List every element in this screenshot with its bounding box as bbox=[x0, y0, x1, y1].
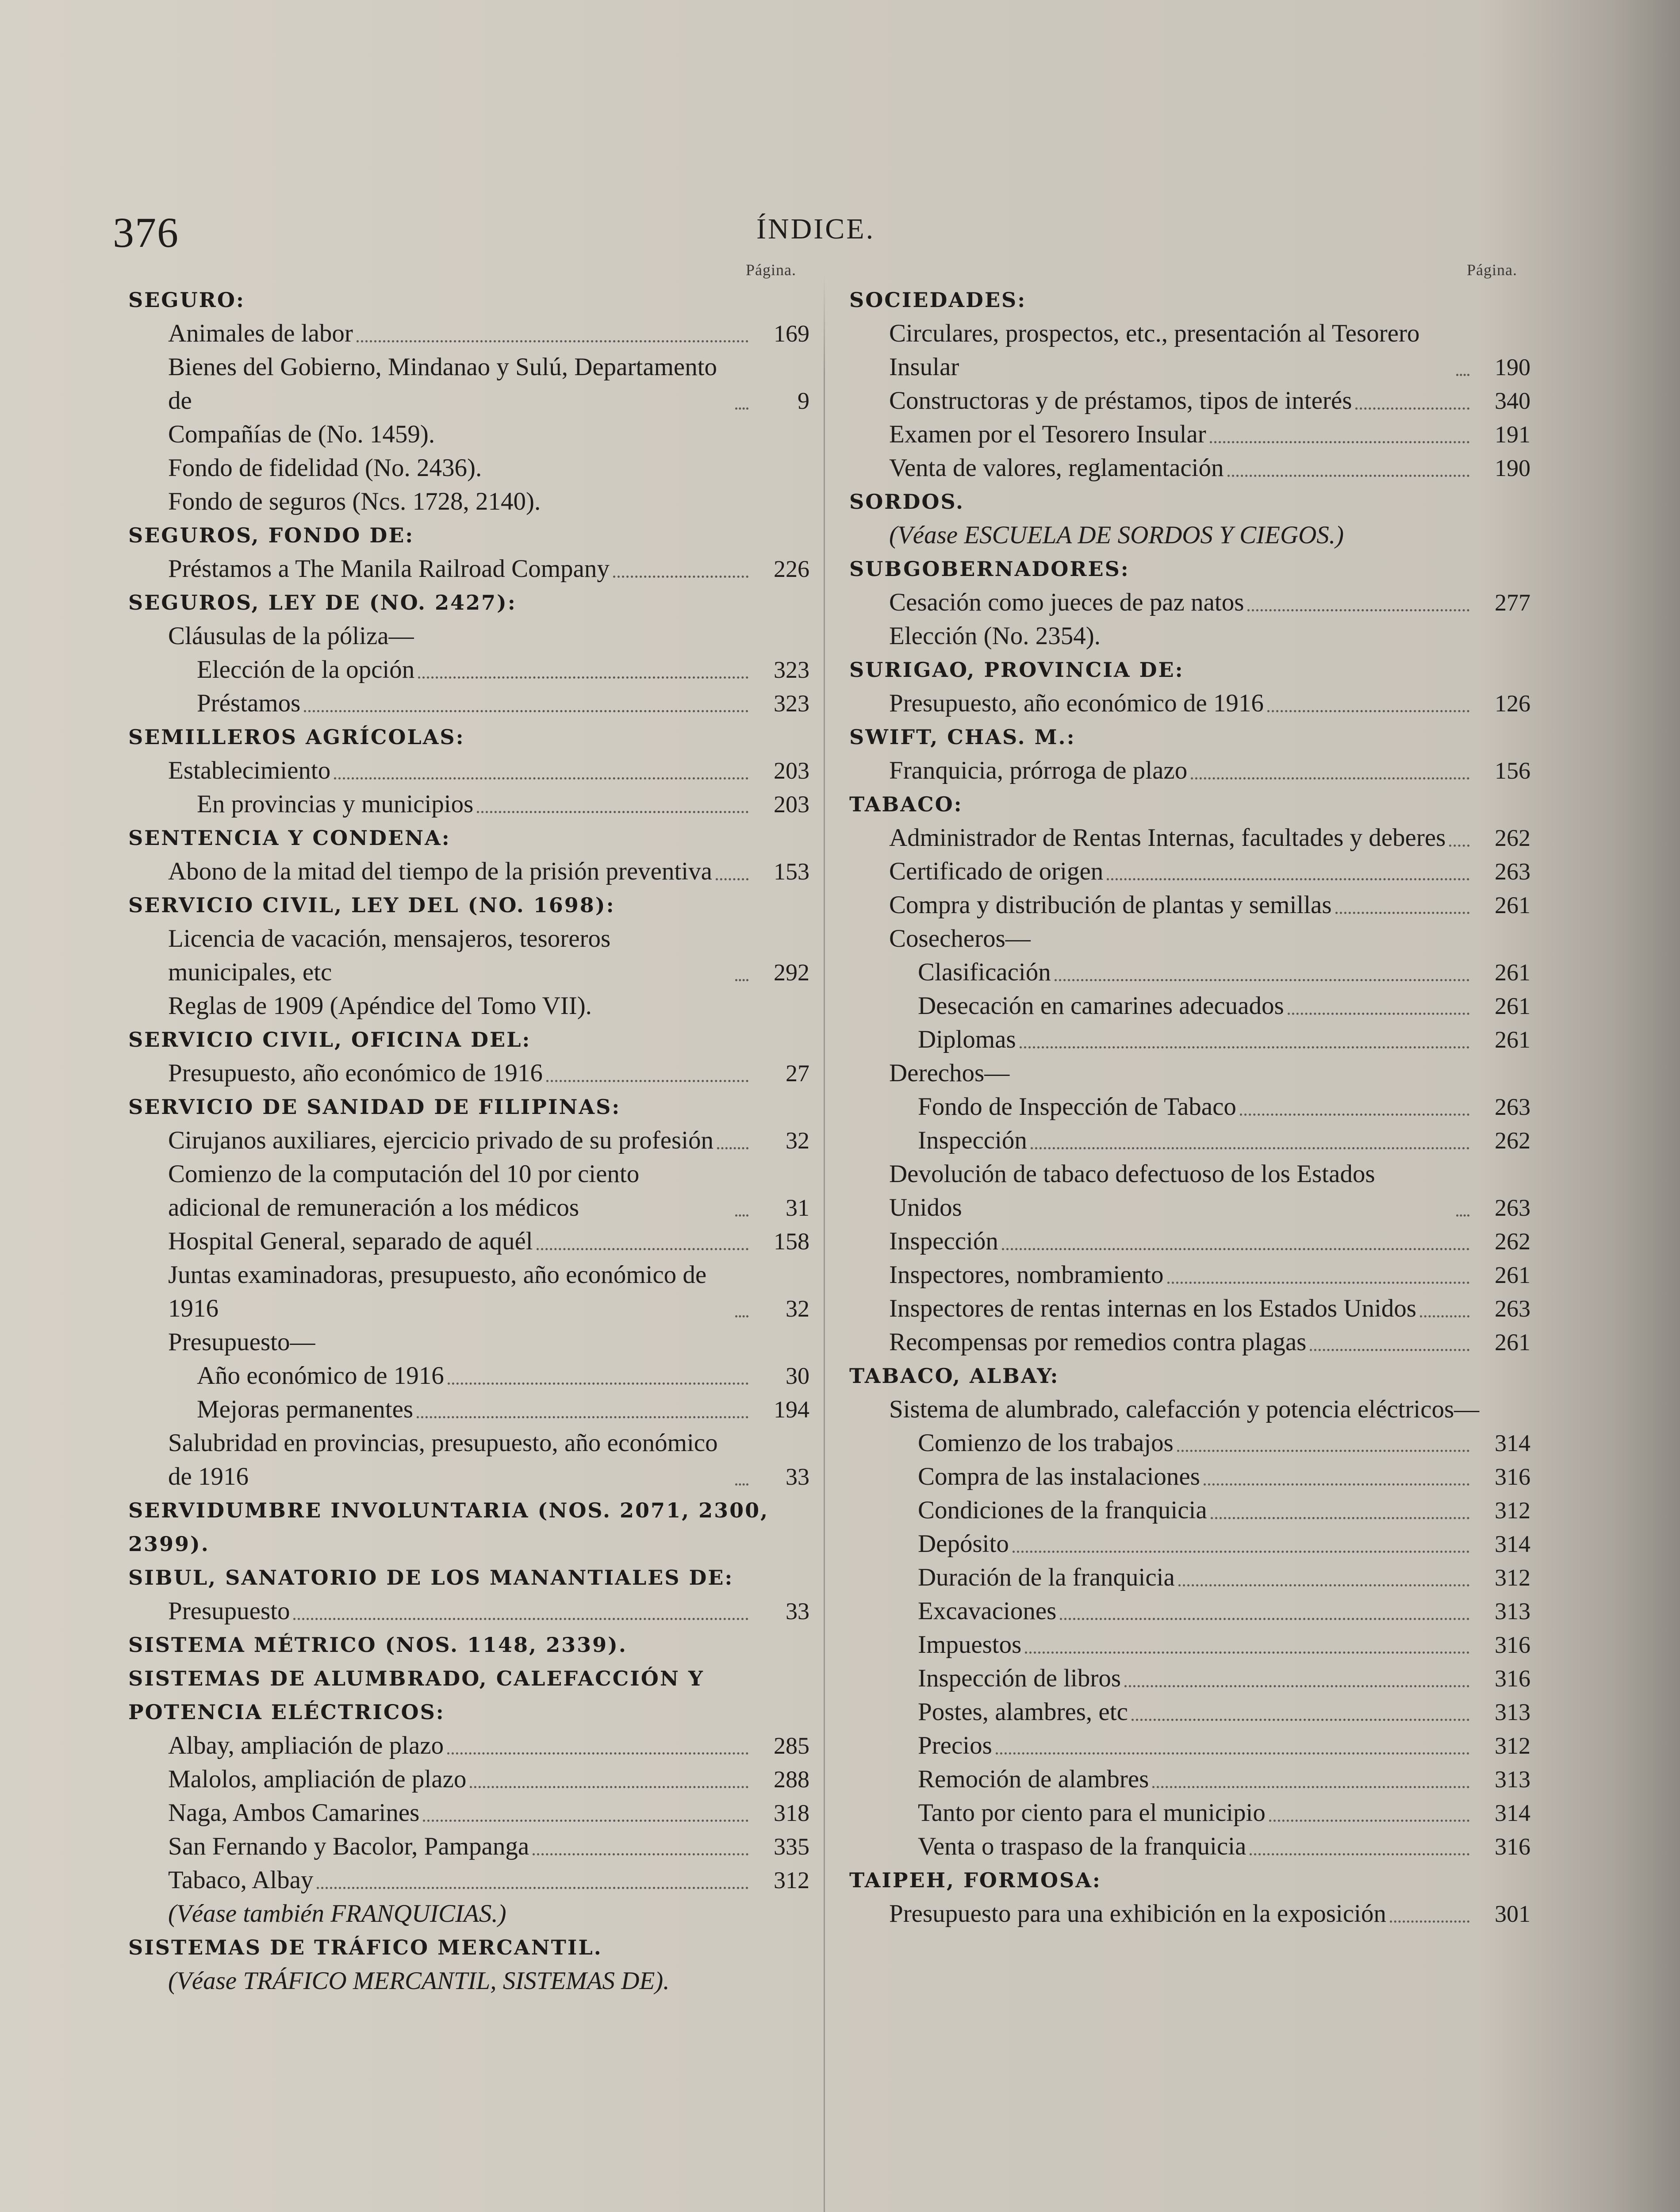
entry-text: Inspectores, nombramiento bbox=[889, 1261, 1164, 1289]
index-entry bbox=[849, 1426, 1530, 1460]
entry-page-number: 323 bbox=[774, 690, 809, 717]
index-entry bbox=[849, 1393, 1530, 1426]
index-column-right bbox=[849, 257, 1530, 1931]
entry-text: Inspección bbox=[889, 1227, 998, 1255]
entry-text: Presupuesto bbox=[168, 1597, 290, 1625]
dot-leader bbox=[996, 1752, 1469, 1755]
entry-text: Préstamos bbox=[197, 689, 301, 717]
index-entry bbox=[128, 1863, 809, 1897]
entry-text: Abono de la mitad del tiempo de la prisión preventiva bbox=[168, 857, 712, 885]
entry-page-number: 261 bbox=[1495, 1329, 1530, 1356]
entry-text: Clasificación bbox=[918, 958, 1051, 986]
index-entry bbox=[849, 1460, 1530, 1494]
index-entry bbox=[849, 418, 1530, 451]
index-entry bbox=[128, 1426, 809, 1494]
index-entry bbox=[849, 1023, 1530, 1056]
entry-text: Condiciones de la franquicia bbox=[918, 1496, 1207, 1524]
index-entry bbox=[849, 1124, 1530, 1157]
dot-leader bbox=[418, 676, 748, 679]
index-entry bbox=[849, 1628, 1530, 1662]
index-entry bbox=[128, 787, 809, 821]
dot-leader bbox=[1020, 1046, 1469, 1048]
index-heading: SERVIDUMBRE INVOLUNTARIA (NOS. 2071, 2300, 2399). bbox=[128, 1498, 769, 1556]
page-header bbox=[0, 208, 1680, 261]
index-list-left bbox=[128, 283, 809, 1998]
entry-page-number: 313 bbox=[1495, 1766, 1530, 1793]
dot-leader bbox=[735, 1315, 748, 1317]
index-entry bbox=[128, 1359, 809, 1393]
entry-text: Establecimiento bbox=[168, 757, 331, 784]
entry-text: Inspectores de rentas internas en los Estados Unidos bbox=[889, 1294, 1416, 1322]
entry-page-number: 190 bbox=[1495, 455, 1530, 481]
entry-text: Desecación en camarines adecuados bbox=[918, 992, 1284, 1020]
index-heading: SEGUROS, FONDO DE: bbox=[128, 523, 414, 547]
dot-leader bbox=[448, 1382, 748, 1385]
entry-text: Remoción de alambres bbox=[918, 1765, 1149, 1793]
dot-leader bbox=[613, 575, 748, 578]
entry-page-number: 261 bbox=[1495, 1026, 1530, 1053]
entry-text: Préstamos a The Manila Railroad Company bbox=[168, 555, 610, 583]
entry-page-number: 156 bbox=[1495, 757, 1530, 784]
entry-text: Devolución de tabaco defectuoso de los Estados Unidos bbox=[889, 1160, 1375, 1221]
dot-leader bbox=[334, 777, 748, 780]
index-heading: SISTEMAS DE TRÁFICO MERCANTIL. bbox=[128, 1936, 602, 1959]
entry-text: Circulares, prospectos, etc., presentación al Tesorero Insular bbox=[889, 319, 1420, 381]
dot-leader bbox=[1456, 373, 1469, 376]
entry-page-number: 312 bbox=[774, 1867, 809, 1893]
index-entry bbox=[128, 1729, 809, 1763]
dot-leader bbox=[537, 1248, 748, 1250]
entry-page-number: 203 bbox=[774, 757, 809, 784]
index-entry bbox=[849, 1763, 1530, 1796]
index-entry bbox=[849, 989, 1530, 1023]
entry-page-number: 9 bbox=[798, 388, 809, 414]
index-heading: SEGURO: bbox=[128, 288, 245, 312]
dot-leader bbox=[1456, 1214, 1469, 1217]
entry-page-number: 263 bbox=[1495, 1094, 1530, 1120]
dot-leader bbox=[1191, 777, 1469, 780]
entry-text: Cirujanos auxiliares, ejercicio privado de su profesión bbox=[168, 1126, 714, 1154]
see-also-reference: (Véase TRÁFICO MERCANTIL, SISTEMAS DE). bbox=[168, 1967, 670, 1995]
entry-text: Cosecheros— bbox=[889, 925, 1031, 952]
index-heading: TABACO, ALBAY: bbox=[849, 1364, 1059, 1388]
entry-text: Cesación como jueces de paz natos bbox=[889, 588, 1244, 616]
dot-leader bbox=[1227, 474, 1469, 477]
index-heading: SISTEMA MÉTRICO (NOS. 1148, 2339). bbox=[128, 1633, 627, 1657]
entry-text: Malolos, ampliación de plazo bbox=[168, 1765, 467, 1793]
index-entry bbox=[128, 1124, 809, 1157]
index-entry bbox=[849, 821, 1530, 855]
index-entry bbox=[849, 1594, 1530, 1628]
entry-page-number: 261 bbox=[1495, 993, 1530, 1019]
dot-leader bbox=[1107, 878, 1469, 880]
dot-leader bbox=[1211, 1517, 1469, 1519]
pagina-label: Página. bbox=[1467, 261, 1517, 279]
entry-text: Elección (No. 2354). bbox=[889, 622, 1101, 650]
entry-text: Depósito bbox=[918, 1530, 1009, 1558]
running-head: ÍNDICE. bbox=[756, 213, 875, 245]
dot-leader bbox=[293, 1617, 748, 1620]
entry-page-number: 30 bbox=[786, 1363, 809, 1389]
index-entry bbox=[128, 989, 809, 1023]
index-list-right bbox=[849, 283, 1530, 1931]
index-heading: SISTEMAS DE ALUMBRADO, CALEFACCIÓN Y POTENCIA ELÉCTRICOS: bbox=[128, 1667, 704, 1724]
dot-leader bbox=[317, 1886, 748, 1889]
index-entry bbox=[128, 1594, 809, 1628]
entry-page-number: 33 bbox=[786, 1463, 809, 1490]
entry-text: Tabaco, Albay bbox=[168, 1866, 314, 1894]
entry-text: Compañías de (No. 1459). bbox=[168, 420, 435, 448]
index-entry bbox=[849, 1830, 1530, 1863]
entry-text: Inspección bbox=[918, 1126, 1027, 1154]
entry-text: Administrador de Rentas Internas, facultades y deberes bbox=[889, 824, 1446, 852]
index-entry bbox=[849, 922, 1530, 956]
entry-text: Postes, alambres, etc bbox=[918, 1698, 1128, 1726]
dot-leader bbox=[357, 340, 748, 342]
index-entry bbox=[849, 1325, 1530, 1359]
index-entry bbox=[849, 754, 1530, 787]
entry-page-number: 316 bbox=[1495, 1665, 1530, 1692]
dot-leader bbox=[735, 979, 748, 981]
entry-page-number: 335 bbox=[774, 1833, 809, 1860]
dot-leader bbox=[1031, 1147, 1469, 1149]
entry-page-number: 31 bbox=[786, 1194, 809, 1221]
entry-text: Fondo de fidelidad (No. 2436). bbox=[168, 454, 482, 482]
index-entry bbox=[128, 317, 809, 350]
dot-leader bbox=[1250, 1853, 1469, 1855]
entry-text: Impuestos bbox=[918, 1631, 1022, 1659]
dot-leader bbox=[735, 407, 748, 410]
dot-leader bbox=[1177, 1449, 1469, 1452]
entry-page-number: 288 bbox=[774, 1766, 809, 1793]
entry-page-number: 314 bbox=[1495, 1531, 1530, 1557]
entry-page-number: 316 bbox=[1495, 1463, 1530, 1490]
entry-text: Elección de la opción bbox=[197, 656, 415, 684]
entry-page-number: 261 bbox=[1495, 959, 1530, 986]
index-entry bbox=[849, 1695, 1530, 1729]
entry-text: Presupuesto para una exhibición en la exposición bbox=[889, 1900, 1386, 1928]
index-heading: SUBGOBERNADORES: bbox=[849, 557, 1130, 581]
column-divider bbox=[824, 274, 825, 2212]
index-heading: SEGUROS, LEY DE (NO. 2427): bbox=[128, 591, 517, 614]
dot-leader bbox=[1390, 1920, 1469, 1923]
dot-leader bbox=[470, 1786, 748, 1788]
index-heading: SOCIEDADES: bbox=[849, 288, 1027, 312]
index-entry bbox=[128, 1225, 809, 1258]
entry-text: Cláusulas de la póliza— bbox=[168, 622, 414, 650]
dot-leader bbox=[1240, 1113, 1469, 1116]
dot-leader bbox=[1060, 1617, 1469, 1620]
entry-text: Fondo de Inspección de Tabaco bbox=[918, 1093, 1236, 1121]
entry-page-number: 27 bbox=[786, 1060, 809, 1087]
index-entry bbox=[128, 552, 809, 586]
index-entry bbox=[849, 317, 1530, 384]
entry-page-number: 313 bbox=[1495, 1699, 1530, 1725]
index-entry bbox=[849, 1292, 1530, 1325]
dot-leader bbox=[717, 1147, 748, 1149]
entry-page-number: 33 bbox=[786, 1598, 809, 1624]
entry-text: Naga, Ambos Camarines bbox=[168, 1799, 420, 1827]
dot-leader bbox=[716, 878, 748, 880]
index-entry bbox=[849, 1494, 1530, 1527]
entry-text: Precios bbox=[918, 1732, 992, 1759]
entry-text: Compra y distribución de plantas y semillas bbox=[889, 891, 1332, 919]
index-entry bbox=[128, 451, 809, 485]
index-entry bbox=[849, 586, 1530, 619]
entry-page-number: 277 bbox=[1495, 589, 1530, 616]
entry-text: Fondo de seguros (Ncs. 1728, 2140). bbox=[168, 488, 541, 515]
entry-text: Año económico de 1916 bbox=[197, 1362, 444, 1390]
entry-page-number: 261 bbox=[1495, 1262, 1530, 1288]
entry-page-number: 323 bbox=[774, 657, 809, 683]
entry-text: Venta de valores, reglamentación bbox=[889, 454, 1224, 482]
entry-text: Compra de las instalaciones bbox=[918, 1463, 1200, 1490]
entry-page-number: 261 bbox=[1495, 892, 1530, 918]
entry-page-number: 312 bbox=[1495, 1564, 1530, 1591]
entry-text: Comienzo de los trabajos bbox=[918, 1429, 1174, 1457]
entry-text: Derechos— bbox=[889, 1059, 1010, 1087]
index-entry bbox=[128, 619, 809, 653]
index-entry bbox=[128, 1830, 809, 1863]
entry-page-number: 262 bbox=[1495, 1228, 1530, 1255]
dot-leader bbox=[423, 1819, 748, 1822]
index-entry bbox=[128, 687, 809, 720]
entry-text: Inspección de libros bbox=[918, 1664, 1121, 1692]
index-entry bbox=[128, 855, 809, 888]
index-entry bbox=[849, 1225, 1530, 1258]
entry-page-number: 313 bbox=[1495, 1598, 1530, 1624]
entry-text: Examen por el Tesorero Insular bbox=[889, 420, 1206, 448]
index-heading: SERVICIO DE SANIDAD DE FILIPINAS: bbox=[128, 1095, 621, 1119]
entry-page-number: 316 bbox=[1495, 1833, 1530, 1860]
index-heading: SWIFT, CHAS. M.: bbox=[849, 725, 1076, 749]
dot-leader bbox=[1002, 1248, 1469, 1250]
dot-leader bbox=[1420, 1315, 1469, 1317]
entry-text: Sistema de alumbrado, calefacción y potencia eléctricos— bbox=[889, 1395, 1480, 1423]
entry-text: Licencia de vacación, mensajeros, tesoreros municipales, etc bbox=[168, 925, 611, 986]
dot-leader bbox=[1025, 1651, 1469, 1654]
index-entry bbox=[849, 1258, 1530, 1292]
index-entry bbox=[849, 1729, 1530, 1763]
entry-text: Presupuesto, año económico de 1916 bbox=[168, 1059, 543, 1087]
see-also-reference: (Véase también FRANQUICIAS.) bbox=[168, 1900, 506, 1928]
entry-page-number: 153 bbox=[774, 858, 809, 885]
index-entry bbox=[128, 754, 809, 787]
dot-leader bbox=[417, 1416, 748, 1418]
entry-page-number: 318 bbox=[774, 1800, 809, 1826]
entry-text: Presupuesto— bbox=[168, 1328, 315, 1356]
dot-leader bbox=[1204, 1483, 1469, 1486]
dot-leader bbox=[304, 710, 748, 712]
index-entry bbox=[128, 1258, 809, 1325]
entry-text: Excavaciones bbox=[918, 1597, 1057, 1625]
index-entry bbox=[128, 1325, 809, 1359]
index-entry bbox=[849, 384, 1530, 418]
index-entry bbox=[849, 1561, 1530, 1594]
dot-leader bbox=[1013, 1550, 1469, 1553]
entry-page-number: 340 bbox=[1495, 388, 1530, 414]
entry-page-number: 169 bbox=[774, 320, 809, 347]
dot-leader bbox=[1055, 979, 1469, 981]
index-entry bbox=[849, 855, 1530, 888]
dot-leader bbox=[1288, 1012, 1469, 1015]
index-entry bbox=[128, 1157, 809, 1225]
entry-text: Recompensas por remedios contra plagas bbox=[889, 1328, 1307, 1356]
entry-page-number: 191 bbox=[1495, 421, 1530, 448]
index-heading: TABACO: bbox=[849, 792, 963, 816]
dot-leader bbox=[533, 1853, 748, 1855]
index-entry bbox=[128, 485, 809, 518]
entry-text: San Fernando y Bacolor, Pampanga bbox=[168, 1832, 529, 1860]
index-entry bbox=[849, 1796, 1530, 1830]
entry-page-number: 32 bbox=[786, 1127, 809, 1154]
index-entry bbox=[849, 1527, 1530, 1561]
index-entry bbox=[128, 653, 809, 687]
entry-page-number: 301 bbox=[1495, 1901, 1530, 1927]
entry-page-number: 314 bbox=[1495, 1800, 1530, 1826]
entry-text: Presupuesto, año económico de 1916 bbox=[889, 689, 1264, 717]
dot-leader bbox=[735, 1214, 748, 1217]
dot-leader bbox=[1152, 1786, 1469, 1788]
entry-page-number: 194 bbox=[774, 1396, 809, 1423]
index-heading: SURIGAO, PROVINCIA DE: bbox=[849, 658, 1184, 682]
entry-page-number: 263 bbox=[1495, 1295, 1530, 1322]
dot-leader bbox=[1267, 710, 1469, 712]
index-heading: SENTENCIA Y CONDENA: bbox=[128, 826, 451, 850]
index-entry bbox=[128, 1056, 809, 1090]
entry-text: Mejoras permanentes bbox=[197, 1395, 414, 1423]
entry-text: Franquicia, prórroga de plazo bbox=[889, 757, 1188, 784]
index-heading: TAIPEH, FORMOSA: bbox=[849, 1868, 1101, 1892]
dot-leader bbox=[1355, 407, 1469, 410]
index-heading: SERVICIO CIVIL, OFICINA DEL: bbox=[128, 1028, 531, 1052]
pagina-label: Página. bbox=[746, 261, 796, 279]
entry-page-number: 285 bbox=[774, 1732, 809, 1759]
entry-page-number: 263 bbox=[1495, 858, 1530, 885]
index-heading: SEMILLEROS AGRÍCOLAS: bbox=[128, 725, 465, 749]
index-entry bbox=[849, 888, 1530, 922]
entry-text: Constructoras y de préstamos, tipos de interés bbox=[889, 387, 1352, 415]
entry-page-number: 158 bbox=[774, 1228, 809, 1255]
index-entry bbox=[128, 922, 809, 989]
dot-leader bbox=[546, 1079, 748, 1082]
index-entry bbox=[849, 1090, 1530, 1124]
entry-page-number: 190 bbox=[1495, 354, 1530, 380]
index-entry bbox=[849, 451, 1530, 485]
dot-leader bbox=[1310, 1348, 1469, 1351]
dot-leader bbox=[1449, 844, 1469, 847]
index-entry bbox=[849, 1662, 1530, 1695]
see-also-reference: (Véase ESCUELA DE SORDOS Y CIEGOS.) bbox=[889, 521, 1344, 549]
index-column-left bbox=[128, 257, 809, 1998]
entry-text: Comienzo de la computación del 10 por ciento adicional de remuneración a los médicos bbox=[168, 1160, 640, 1221]
entry-text: Certificado de origen bbox=[889, 857, 1104, 885]
entry-page-number: 262 bbox=[1495, 1127, 1530, 1154]
entry-text: Reglas de 1909 (Apéndice del Tomo VII). bbox=[168, 992, 592, 1020]
entry-page-number: 262 bbox=[1495, 825, 1530, 851]
entry-text: Venta o traspaso de la franquicia bbox=[918, 1832, 1247, 1860]
entry-text: Duración de la franquicia bbox=[918, 1563, 1175, 1591]
entry-page-number: 263 bbox=[1495, 1194, 1530, 1221]
index-heading: SERVICIO CIVIL, LEY DEL (NO. 1698): bbox=[128, 893, 615, 917]
index-entry bbox=[849, 956, 1530, 989]
index-entry bbox=[849, 1897, 1530, 1931]
index-entry bbox=[128, 1763, 809, 1796]
entry-page-number: 314 bbox=[1495, 1430, 1530, 1456]
dot-leader bbox=[1132, 1718, 1469, 1721]
index-entry bbox=[849, 1157, 1530, 1225]
index-entry bbox=[128, 418, 809, 451]
dot-leader bbox=[1167, 1281, 1470, 1284]
entry-text: Diplomas bbox=[918, 1025, 1016, 1053]
index-heading: SIBUL, SANATORIO DE LOS MANANTIALES DE: bbox=[128, 1566, 734, 1590]
dot-leader bbox=[477, 810, 748, 813]
entry-page-number: 226 bbox=[774, 556, 809, 582]
entry-text: Salubridad en provincias, presupuesto, año económico de 1916 bbox=[168, 1429, 718, 1490]
entry-text: Bienes del Gobierno, Mindanao y Sulú, Departamento de bbox=[168, 353, 717, 415]
index-heading: SORDOS. bbox=[849, 490, 965, 514]
entry-text: Tanto por ciento para el municipio bbox=[918, 1799, 1266, 1827]
entry-text: Animales de labor bbox=[168, 319, 353, 347]
entry-page-number: 292 bbox=[774, 959, 809, 986]
page-number: 376 bbox=[113, 209, 179, 256]
entry-page-number: 126 bbox=[1495, 690, 1530, 717]
dot-leader bbox=[1335, 911, 1469, 914]
index-entry bbox=[849, 687, 1530, 720]
dot-leader bbox=[1247, 609, 1469, 611]
entry-page-number: 312 bbox=[1495, 1732, 1530, 1759]
dot-leader bbox=[447, 1752, 748, 1755]
entry-page-number: 312 bbox=[1495, 1497, 1530, 1524]
entry-text: Juntas examinadoras, presupuesto, año económico de 1916 bbox=[168, 1261, 707, 1322]
index-entry bbox=[128, 1393, 809, 1426]
index-entry bbox=[128, 1796, 809, 1830]
entry-text: En provincias y municipios bbox=[197, 790, 474, 818]
index-entry bbox=[849, 619, 1530, 653]
entry-page-number: 316 bbox=[1495, 1632, 1530, 1658]
entry-page-number: 203 bbox=[774, 791, 809, 818]
dot-leader bbox=[1178, 1584, 1469, 1586]
dot-leader bbox=[735, 1483, 748, 1486]
entry-text: Albay, ampliación de plazo bbox=[168, 1732, 444, 1759]
index-entry bbox=[128, 350, 809, 418]
dot-leader bbox=[1269, 1819, 1469, 1822]
entry-text: Hospital General, separado de aquél bbox=[168, 1227, 533, 1255]
index-entry bbox=[849, 1056, 1530, 1090]
entry-page-number: 32 bbox=[786, 1295, 809, 1322]
dot-leader bbox=[1124, 1685, 1469, 1687]
dot-leader bbox=[1210, 441, 1469, 443]
